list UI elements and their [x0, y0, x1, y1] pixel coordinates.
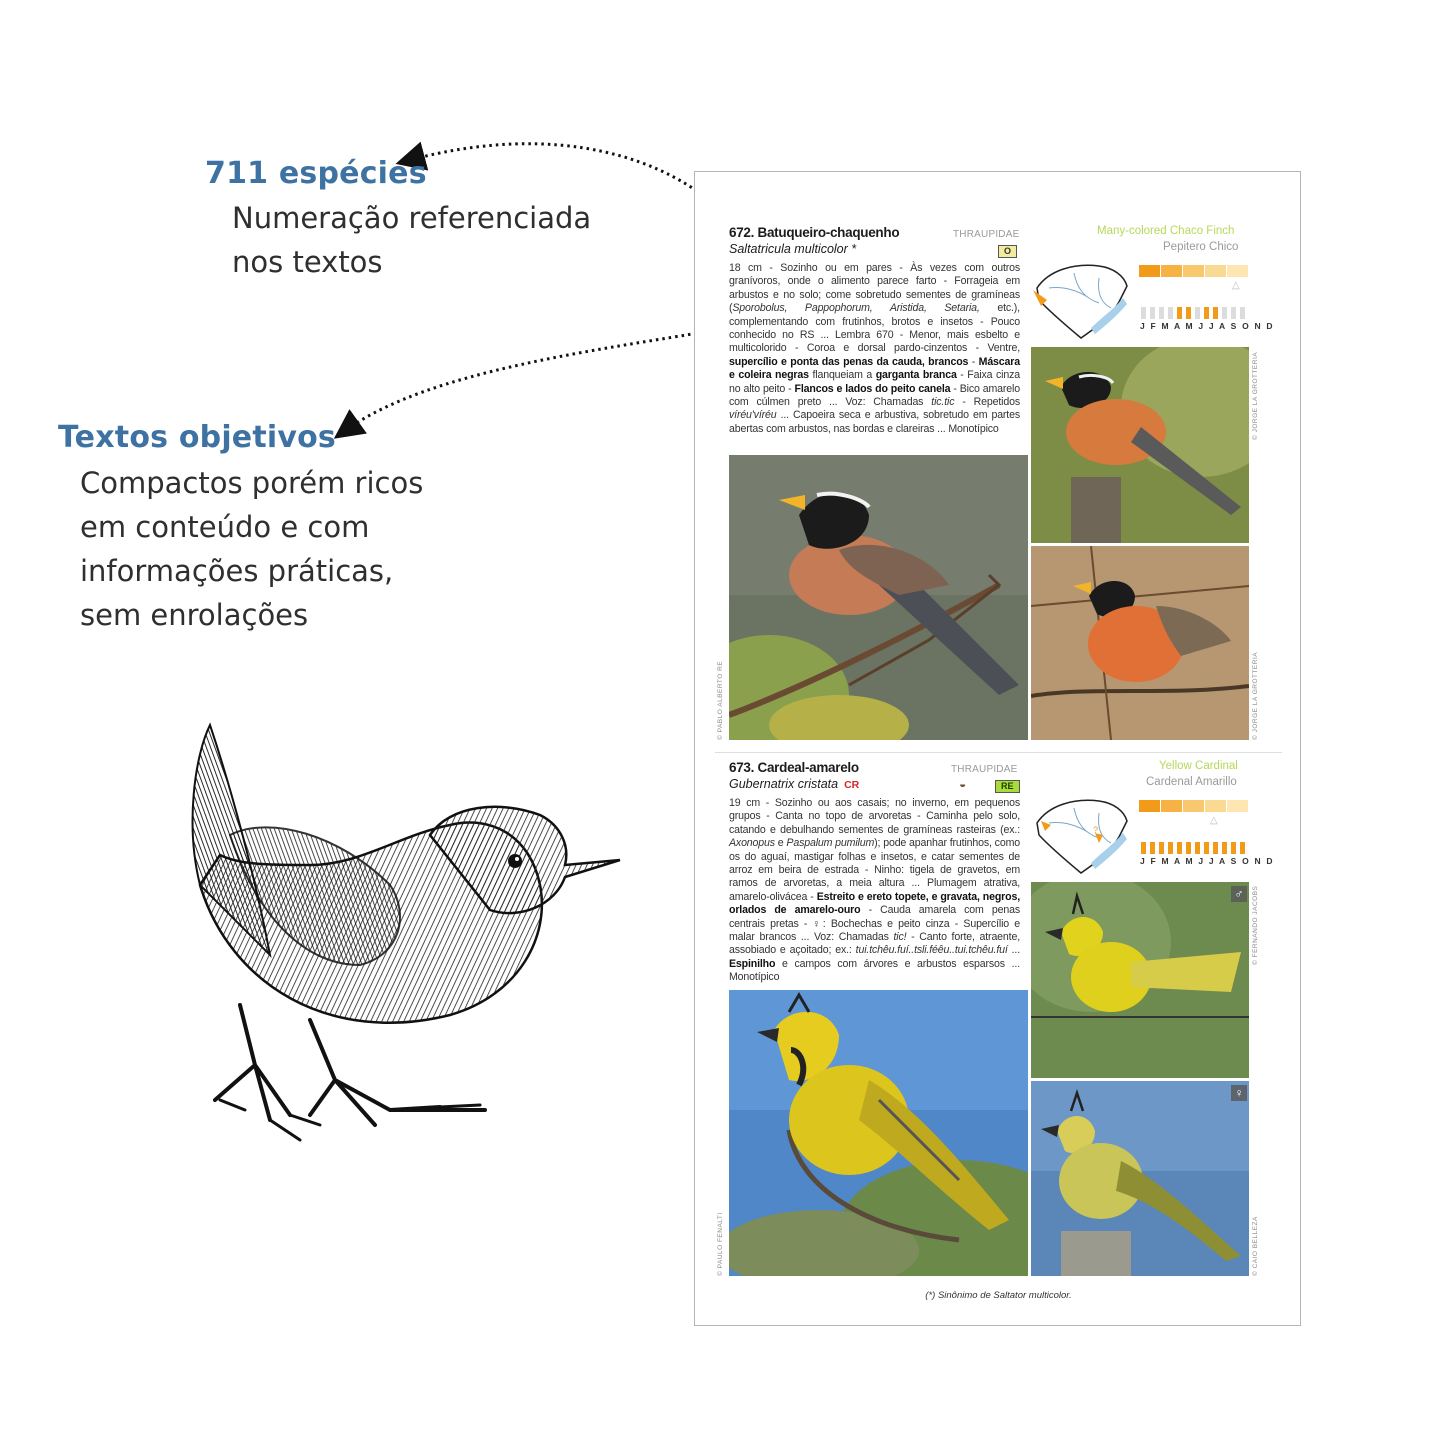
redlist-status: CR — [844, 779, 860, 791]
english-name: Many-colored Chaco Finch — [1097, 225, 1235, 237]
months-bar — [1141, 307, 1249, 319]
status-badge: O — [998, 245, 1017, 258]
texts-line-2: em conteúdo e com — [80, 510, 370, 544]
month-cell — [1222, 307, 1227, 319]
species-description: 18 cm - Sozinho ou em pares - Às vezes com outros granívoros, onde o alimento parece farto - Forrageia em arbustos e no solo; come sobretudo sementes de gramíneas (Sporobolus, Pappophorum, Aristida, Setaria, etc.), complementando com frutinhos, brotos e insetos - Pouco conhecido no RS ... Lembra 670 - Menor, mais esbelto e multicolorido - Coroa e dorsal pardo-cinzentos - Ventre, supercílio e ponta das penas da cauda, brancos - Máscara e coleira negras flanqueiam a garganta branca - Faixa cinza no alto peito - Flancos e lados do peito canela - Bico amarelo com cúlmen preto ... Voz: Chamadas tic.tic - Repetidos víréu'víréu ... Capoeira seca e arbustiva, sobretudo em partes abertas com arbustos, nas bordas e clareiras ... Monotípico — [729, 262, 1020, 435]
species-line-2: nos textos — [232, 245, 383, 279]
month-cell — [1177, 307, 1182, 319]
month-cell — [1159, 842, 1164, 854]
range-map-icon — [1029, 258, 1131, 340]
photo-credit: © FERNANDO JACOBS — [1252, 885, 1259, 965]
male-symbol-icon: ♂ — [1231, 886, 1247, 902]
month-cell — [1150, 307, 1155, 319]
species-count-title: 711 espécies — [205, 156, 427, 191]
abundance-bar — [1139, 265, 1249, 277]
month-cell — [1177, 842, 1182, 854]
month-cell — [1168, 307, 1173, 319]
month-cell — [1213, 307, 1218, 319]
range-map-icon — [1029, 793, 1131, 875]
female-symbol-icon: ♀ — [1231, 1085, 1247, 1101]
month-cell — [1231, 842, 1236, 854]
spanish-name: Pepitero Chico — [1163, 241, 1239, 253]
photo-credit: © PAULO FENALTI — [717, 1212, 724, 1276]
texts-arrow — [346, 330, 716, 430]
month-cell — [1231, 307, 1236, 319]
month-cell — [1186, 842, 1191, 854]
month-cell — [1213, 842, 1218, 854]
triangle-icon: △ — [1210, 815, 1218, 826]
texts-line-4: sem enrolações — [80, 598, 309, 632]
footnote: (*) Sinônimo de Saltator multicolor. — [925, 1290, 1072, 1301]
month-cell — [1186, 307, 1191, 319]
month-cell — [1141, 307, 1146, 319]
spanish-name: Cardenal Amarillo — [1146, 776, 1237, 788]
months-bar — [1141, 842, 1249, 854]
photo-credit: © PABLO ALBERTO RE — [717, 660, 724, 740]
months-label: J F M A M J J A S O N D — [1140, 321, 1275, 331]
photo-credit: © CAIO BELLEZA — [1252, 1216, 1259, 1276]
family-label: THRAUPIDAE — [953, 229, 1020, 240]
family-label: THRAUPIDAE — [951, 764, 1018, 775]
species-scientific-name: Gubernatrix cristata CR — [729, 777, 860, 791]
objective-texts-title: Textos objetivos — [58, 420, 336, 455]
status-badge: RE — [995, 780, 1020, 793]
photo-male-673 — [1031, 882, 1249, 1078]
photo-main-673 — [729, 990, 1028, 1276]
texts-line-1: Compactos porém ricos — [80, 466, 424, 500]
months-label: J F M A M J J A S O N D — [1140, 856, 1275, 866]
month-cell — [1204, 842, 1209, 854]
month-cell — [1195, 842, 1200, 854]
month-cell — [1168, 842, 1173, 854]
triangle-icon: △ — [1232, 280, 1240, 291]
objective-texts-description — [80, 461, 423, 637]
abundance-bar — [1139, 800, 1249, 812]
entry-divider — [715, 752, 1282, 753]
species-count-description — [232, 196, 591, 284]
photo-top-672 — [1031, 347, 1249, 543]
photo-credit: © JORGE LA GROTTERIA — [1252, 351, 1259, 440]
month-cell — [1195, 307, 1200, 319]
bird-illustration-icon — [160, 715, 640, 1165]
month-cell — [1150, 842, 1155, 854]
species-number-name: 672. Batuqueiro-chaquenho — [729, 225, 900, 240]
month-cell — [1240, 307, 1245, 319]
book-page — [694, 171, 1301, 1326]
photo-main-672 — [729, 455, 1028, 740]
texts-line-3: informações práticas, — [80, 554, 394, 588]
month-cell — [1222, 842, 1227, 854]
month-cell — [1240, 842, 1245, 854]
species-scientific-name: Saltatricula multicolor * — [729, 242, 857, 256]
photo-female-673 — [1031, 1081, 1249, 1276]
month-cell — [1141, 842, 1146, 854]
species-description: 19 cm - Sozinho ou aos casais; no inverno, em pequenos grupos - Canta no topo de arvoretas - Caminha pelo solo, catando e debulhando sementes de gramíneas rasteiras (ex.: Axonopus e Paspalum pumilum); pode apanhar frutinhos, como os do aguaí, mastigar folhas e insetos, e catar sementes de arroz em beira de estrada - Ninho: tigela de gravetos, em ramos de arvoretas, a meia altura ... Plumagem atrativa, amarelo-olivácea - Estreito e ereto topete, e gravata, negros, orlados de amarelo-ouro - Cauda amarela com penas centrais pretas - ♀: Bochechas e peito cinza - Supercílio e malar brancos ... Voz: Chamadas tic! - Canto forte, atraente, assobiado e açoitado; ex.: tui.tchêu.fuí..tsli.féêu..tui.tchêu.fuí ... Espinilho e campos com árvores e arbustos esparsos ... Monotípico — [729, 797, 1020, 984]
photo-bottom-672 — [1031, 546, 1249, 740]
month-cell — [1159, 307, 1164, 319]
nest-icon: ◒ — [959, 777, 967, 791]
english-name: Yellow Cardinal — [1159, 760, 1238, 772]
species-number-name: 673. Cardeal-amarelo — [729, 760, 859, 775]
month-cell — [1204, 307, 1209, 319]
species-line-1: Numeração referenciada — [232, 201, 592, 235]
photo-credit: © JORGE LA GROTTERIA — [1252, 651, 1259, 740]
svg-text:?: ? — [1093, 825, 1099, 835]
